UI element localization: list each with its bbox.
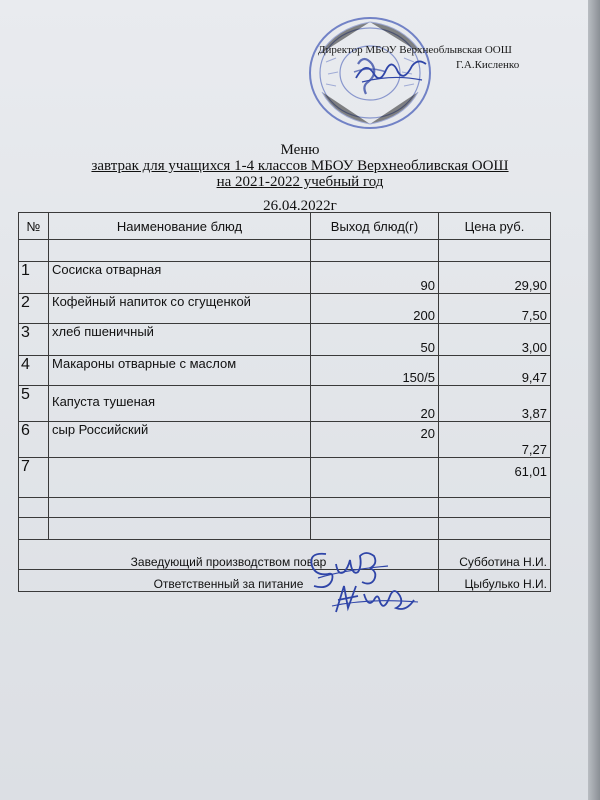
dish-name: хлеб пшеничный xyxy=(49,324,311,356)
col-header-yield: Выход блюд(г) xyxy=(311,213,439,240)
menu-date: 26.04.2022г xyxy=(263,198,337,214)
menu-table xyxy=(18,212,551,592)
dish-price: 7,50 xyxy=(439,294,551,324)
responsible-label: Ответственный за питание xyxy=(19,570,439,592)
col-header-num: № xyxy=(19,213,49,240)
menu-title: Меню xyxy=(280,142,320,158)
chef-label: Заведующий производством повар xyxy=(19,540,439,570)
table-row xyxy=(19,422,551,458)
director-name: Г.А.Кисленко xyxy=(456,59,520,71)
dish-yield: 20 xyxy=(311,386,439,422)
total-price: 61,01 xyxy=(439,458,551,498)
dish-yield: 150/5 xyxy=(311,356,439,386)
row-num: 4 xyxy=(19,356,49,386)
table-row xyxy=(19,324,551,356)
row-num: 1 xyxy=(19,262,49,294)
chef-name: Субботина Н.И. xyxy=(439,540,551,570)
dish-yield xyxy=(311,458,439,498)
dish-yield: 50 xyxy=(311,324,439,356)
dish-yield: 90 xyxy=(311,262,439,294)
table-row-total xyxy=(19,458,551,498)
row-num: 2 xyxy=(19,294,49,324)
dish-yield: 20 xyxy=(311,422,439,458)
director-line: Директор МБОУ Верхнеоблывская ООШ xyxy=(318,44,512,56)
table-row-empty xyxy=(19,240,551,262)
dish-price: 29,90 xyxy=(439,262,551,294)
col-header-name: Наименование блюд xyxy=(49,213,311,240)
row-num: 3 xyxy=(19,324,49,356)
row-num: 5 xyxy=(19,386,49,422)
col-header-price: Цена руб. xyxy=(439,213,551,240)
table-row xyxy=(19,356,551,386)
dish-price: 7,27 xyxy=(439,422,551,458)
table-header-row xyxy=(19,213,551,240)
table-row-empty xyxy=(19,498,551,518)
table-row xyxy=(19,262,551,294)
row-num: 6 xyxy=(19,422,49,458)
dish-price: 3,00 xyxy=(439,324,551,356)
dish-price: 9,47 xyxy=(439,356,551,386)
signature-row-responsible xyxy=(19,570,551,592)
dish-name: Сосиска отварная xyxy=(49,262,311,294)
menu-subtitle: завтрак для учащихся 1-4 классов МБОУ Верхнеобливская ООШ xyxy=(91,158,509,174)
responsible-name: Цыбулько Н.И. xyxy=(439,570,551,592)
dish-yield: 200 xyxy=(311,294,439,324)
table-row-empty xyxy=(19,518,551,540)
dish-price: 3,87 xyxy=(439,386,551,422)
dish-name: сыр Российский xyxy=(49,422,311,458)
row-num: 7 xyxy=(19,458,49,498)
dish-name: Капуста тушеная xyxy=(49,386,311,422)
signature-row-chef xyxy=(19,540,551,570)
table-row xyxy=(19,386,551,422)
table-row xyxy=(19,294,551,324)
school-year: на 2021-2022 учебный год xyxy=(216,174,384,190)
dish-name xyxy=(49,458,311,498)
page-edge-shadow xyxy=(588,0,600,800)
dish-name: Макароны отварные с маслом xyxy=(49,356,311,386)
official-stamp xyxy=(306,14,434,132)
dish-name: Кофейный напиток со сгущенкой xyxy=(49,294,311,324)
